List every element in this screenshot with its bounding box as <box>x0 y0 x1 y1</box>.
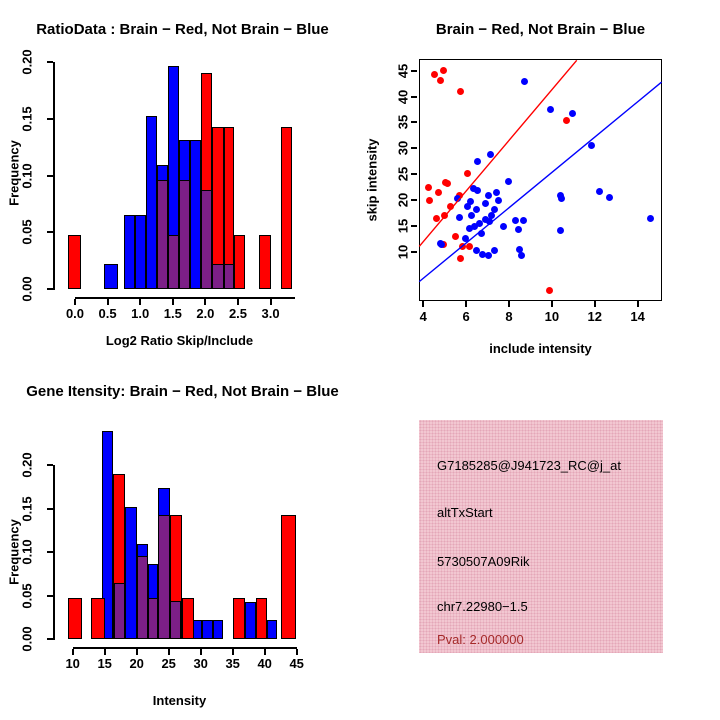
y-tick-label: 0.20 <box>19 49 35 75</box>
y-tick-label: 0.20 <box>19 452 35 478</box>
x-tick-label: 20 <box>129 655 144 671</box>
brain-fit-line <box>419 60 577 246</box>
intensity-hist-ylabel: Frequency <box>6 519 22 585</box>
y-tick-label: 45 <box>395 63 411 78</box>
ratio-hist-xlabel: Log2 Ratio Skip/Include <box>105 333 254 348</box>
x-tick-label: 10 <box>544 308 560 324</box>
pval-text: Pval: 2.000000 <box>437 632 524 647</box>
y-tick-label: 0.15 <box>19 105 35 132</box>
x-tick-label: 0.0 <box>65 305 85 321</box>
y-tick-label: 25 <box>395 166 411 182</box>
x-tick-label: 45 <box>289 655 304 671</box>
y-tick-label: 0.00 <box>19 626 35 652</box>
info-box <box>419 420 663 653</box>
x-tick-label: 30 <box>193 655 208 671</box>
notbrain-fit-line <box>419 82 661 282</box>
x-tick-label: 35 <box>225 655 240 671</box>
x-tick-label: 14 <box>630 308 645 324</box>
x-tick-label: 8 <box>505 308 513 324</box>
y-tick-label: 30 <box>395 141 411 156</box>
y-tick-label: 0.00 <box>19 276 35 302</box>
x-tick-label: 0.5 <box>98 305 117 321</box>
ratio-hist-title: RatioData : Brain − Red, Not Brain − Blue <box>36 21 329 38</box>
y-tick-label: 10 <box>395 244 411 259</box>
ratio-hist-ylabel: Frequency <box>6 140 22 206</box>
probe-id-text: G7185285@J941723_RC@j_at <box>437 458 621 473</box>
y-tick-label: 35 <box>395 115 411 130</box>
event-type-text: altTxStart <box>437 505 493 520</box>
locus-text: chr7.22980−1.5 <box>437 599 528 614</box>
y-tick-label: 0.10 <box>19 539 35 565</box>
x-tick-label: 40 <box>257 655 272 671</box>
x-tick-label: 2.5 <box>228 305 248 321</box>
x-tick-label: 25 <box>161 655 176 671</box>
y-tick-label: 0.10 <box>19 162 35 189</box>
x-tick-label: 15 <box>97 655 112 671</box>
y-tick-label: 15 <box>395 218 411 234</box>
y-tick-label: 0.05 <box>19 583 35 609</box>
intensity-hist-xlabel: Intensity <box>152 693 207 708</box>
x-tick-label: 3.0 <box>261 305 280 321</box>
y-tick-label: 0.15 <box>19 496 35 522</box>
gene-name-text: 5730507A09Rik <box>437 554 530 569</box>
x-tick-label: 10 <box>65 655 80 671</box>
scatter-ylabel: skip intensity <box>364 138 380 222</box>
intensity-hist-title: Gene Itensity: Brain − Red, Not Brain − Blue <box>26 383 339 400</box>
scatter-title: Brain − Red, Not Brain − Blue <box>435 21 646 38</box>
y-tick-label: 40 <box>395 89 411 104</box>
scatter-xlabel: include intensity <box>489 341 592 356</box>
x-tick-label: 4 <box>419 308 427 324</box>
y-tick-label: 0.05 <box>19 219 35 246</box>
x-tick-label: 1.0 <box>131 305 150 321</box>
x-tick-label: 2.0 <box>196 305 215 321</box>
y-tick-label: 20 <box>395 192 411 208</box>
x-tick-label: 6 <box>462 308 470 324</box>
x-tick-label: 12 <box>587 308 602 324</box>
x-tick-label: 1.5 <box>163 305 182 321</box>
